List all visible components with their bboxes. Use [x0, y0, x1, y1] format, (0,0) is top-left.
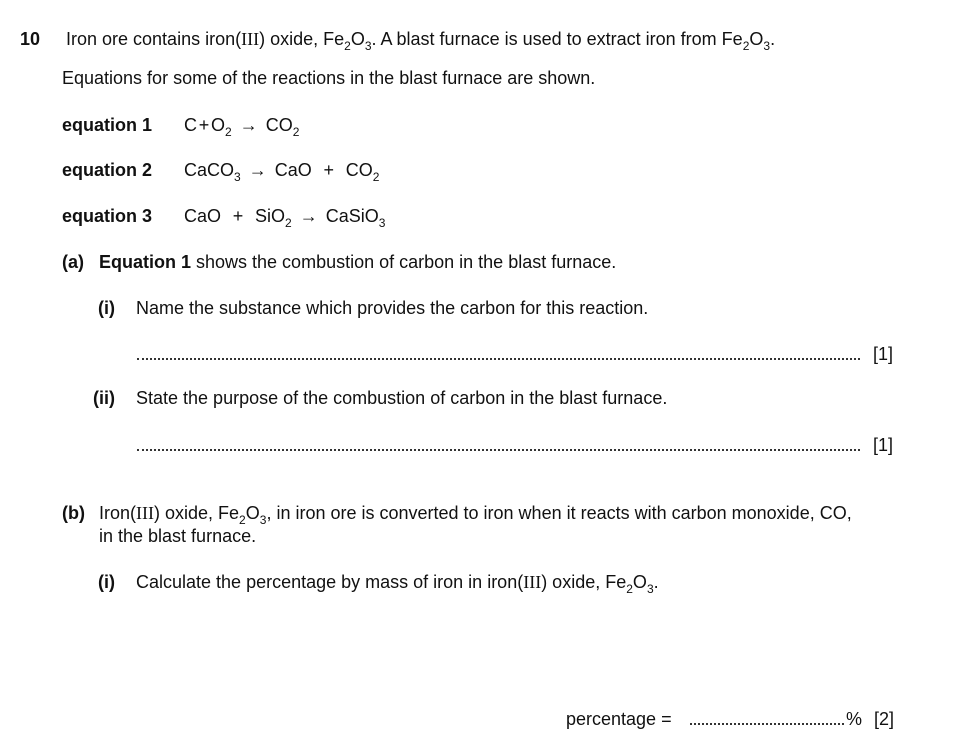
marks-a-ii: [1]: [873, 435, 894, 455]
part-a-i-text: Name the substance which provides the carbon for this reaction.: [136, 298, 649, 318]
equations-intro: Equations for some of the reactions in the blast furnace are shown.: [62, 68, 596, 88]
question-number: 10: [20, 29, 41, 49]
part-b-i-text: Calculate the percentage by mass of iron in iron(III) oxide, $Fe_2O_3$.: [136, 572, 659, 596]
percentage-label: percentage =: [566, 709, 672, 729]
marks-b-i: [2]: [874, 709, 895, 729]
question-intro: Iron ore contains iron(III) oxide, $Fe_2O_3$. A blast furnace is used to extract iron from $Fe_2O_3$.: [66, 29, 776, 53]
equation-3-label: equation 3: [62, 206, 153, 226]
answer-line-percentage[interactable]: [690, 723, 844, 725]
percentage-unit: %: [846, 709, 863, 729]
marks-a-i: [1]: [873, 344, 894, 364]
equation-3: CaO + SiO$_2$ → CaSiO$_3$: [184, 206, 386, 230]
part-a-i-label: (i): [98, 298, 115, 318]
part-b-i-label: (i): [98, 572, 115, 592]
equation-2: CaCO$_3$ → CaO + $CO_2$: [184, 160, 380, 184]
equation-1-label: equation 1: [62, 115, 153, 135]
part-b-line2: in the blast furnace.: [99, 526, 257, 546]
part-a-ii-label: (ii): [93, 388, 115, 408]
part-b-label: (b): [62, 503, 85, 523]
part-a-label: (a): [62, 252, 84, 272]
part-a-ii-text: State the purpose of the combustion of carbon in the blast furnace.: [136, 388, 668, 408]
part-b-line1: Iron(III) oxide, $Fe_2O_3$, in iron ore is converted to iron when it reacts with carbon monoxide, CO,: [99, 503, 852, 527]
answer-line-a-i[interactable]: [137, 358, 860, 360]
answer-line-a-ii[interactable]: [137, 449, 860, 451]
equation-1: $C+O_2 \to CO_2$: [184, 115, 300, 139]
equation-2-label: equation 2: [62, 160, 153, 180]
part-a-text: Equation 1 shows the combustion of carbon in the blast furnace.: [99, 252, 617, 272]
